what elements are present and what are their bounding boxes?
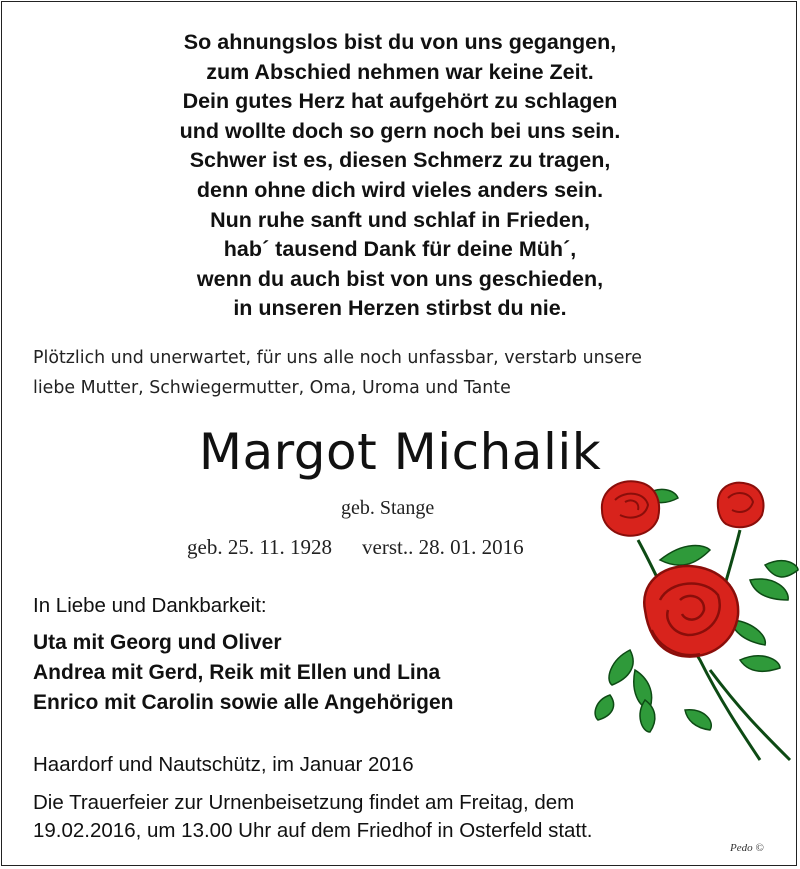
poem-line: zum Abschied nehmen war keine Zeit. [206,59,594,84]
leaf-icon [685,710,711,730]
mourners-list [33,628,453,718]
announcement-text [33,343,793,403]
poem-line: Dein gutes Herz hat aufgehört zu schlagen [182,89,618,114]
mourner-line: Enrico mit Carolin sowie alle Angehörigen [33,691,454,714]
poem-line: hab´ tausend Dank für deine Müh´, [223,237,577,262]
funeral-info-line: 19.02.2016, um 13.00 Uhr auf dem Friedhof in Osterfeld statt. [33,819,593,842]
poem-line: Nun ruhe sanft und schlaf in Frieden, [210,207,590,232]
mourner-line: Uta mit Georg und Oliver [33,631,282,654]
death-date: verst.. 28. 01. 2016 [362,535,524,559]
poem-line: So ahnungslos bist du von uns gegangen, [183,30,617,54]
leaf-icon [750,579,788,600]
birth-date: geb. 25. 11. 1928 [187,535,333,559]
mourner-line: Andrea mit Gerd, Reik mit Ellen und Lina [33,661,441,684]
poem-line: und wollte doch so gern noch bei uns sein. [179,118,621,143]
life-dates [187,532,524,562]
rose-flower-icon [718,483,764,528]
poem-line: denn ohne dich wird vieles anders sein. [196,177,604,202]
rose-flower-icon [644,566,738,657]
announcement-line: liebe Mutter, Schwiegermutter, Oma, Uroma und Tante [33,378,511,398]
roses-illustration [590,470,800,770]
mourners-intro: In Liebe und Dankbarkeit: [33,594,267,617]
place-and-date: Haardorf und Nautschütz, im Januar 2016 [33,753,414,776]
leaf-icon [609,650,633,685]
poem-line: wenn du auch bist von uns geschieden, [196,266,604,291]
funeral-info-line: Die Trauerfeier zur Urnenbeisetzung findet am Freitag, dem [33,791,575,814]
rose-flower-icon [602,481,659,535]
leaf-icon [640,700,655,732]
leaf-icon [740,656,780,671]
leaf-icon [595,695,613,720]
deceased-name: Margot Michalik [198,423,602,481]
designer-credit: Pedo © [730,842,764,854]
funeral-info [33,789,593,845]
birth-name: geb. Stange [341,497,435,519]
leaf-icon [765,561,798,577]
announcement-line: Plötzlich und unerwartet, für uns alle noch unfassbar, verstarb unsere [33,348,642,368]
leaf-icon [660,546,710,566]
poem-line: in unseren Herzen stirbst du nie. [233,296,567,321]
memorial-poem [0,28,800,324]
poem-line: Schwer ist es, diesen Schmerz zu tragen, [189,148,611,173]
